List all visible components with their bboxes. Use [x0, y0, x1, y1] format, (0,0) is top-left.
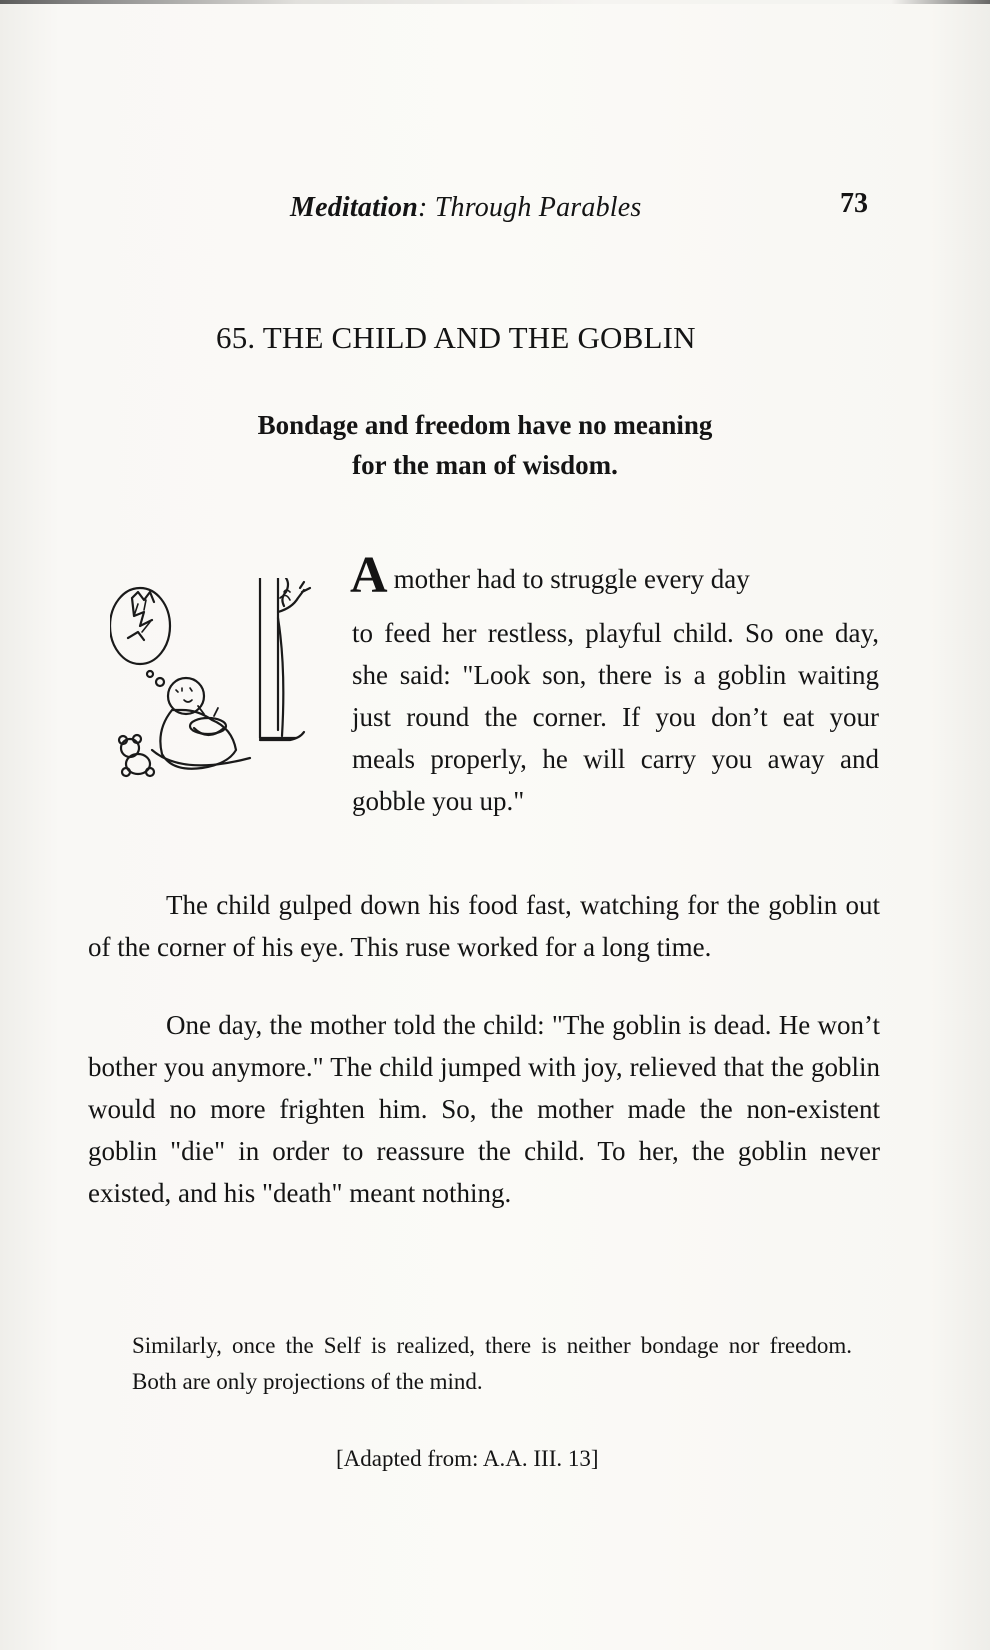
story-paragraph: The child gulped down his food fast, watching for the goblin out of the corner of his eye. This ruse worked for a long time. — [88, 890, 880, 962]
story-conclusion: Similarly, once the Self is realized, there is neither bondage nor freedom. Both are only projections of the mind. — [132, 1333, 852, 1394]
first-line-text: mother had to struggle every day — [393, 564, 750, 594]
moral-line-2: for the man of wisdom. — [352, 450, 618, 480]
running-header-bold: Meditation — [290, 192, 419, 223]
story-intro: to feed her restless, playful child. So one day, she said: "Look son, there is a goblin waiting just round the corner. If you don’t eat your meals properly, he will carry you away and gobble you up." — [352, 618, 879, 816]
story-first-line — [350, 547, 880, 604]
running-header — [290, 192, 641, 224]
drop-cap: A — [350, 547, 388, 604]
page-top-edge — [0, 0, 990, 4]
chapter-moral — [200, 405, 770, 485]
moral-line-1: Bondage and freedom have no meaning — [257, 410, 713, 440]
source-citation: [Adapted from: A.A. III. 13] — [336, 1446, 599, 1471]
mother-child-goblin-drawing — [110, 578, 350, 818]
page-number: 73 — [840, 188, 868, 219]
story-paragraph: One day, the mother told the child: "The goblin is dead. He won’t bother you anymore." The child jumped with joy, relieved that the goblin would no more frighten him. So, the mother made the non-existent goblin "die" in order to reassure the child. To her, the goblin never existed, and his "death" meant nothing. — [88, 1010, 880, 1208]
chapter-title: 65. THE CHILD AND THE GOBLIN — [216, 320, 696, 355]
running-header-rest: : Through Parables — [418, 192, 642, 223]
